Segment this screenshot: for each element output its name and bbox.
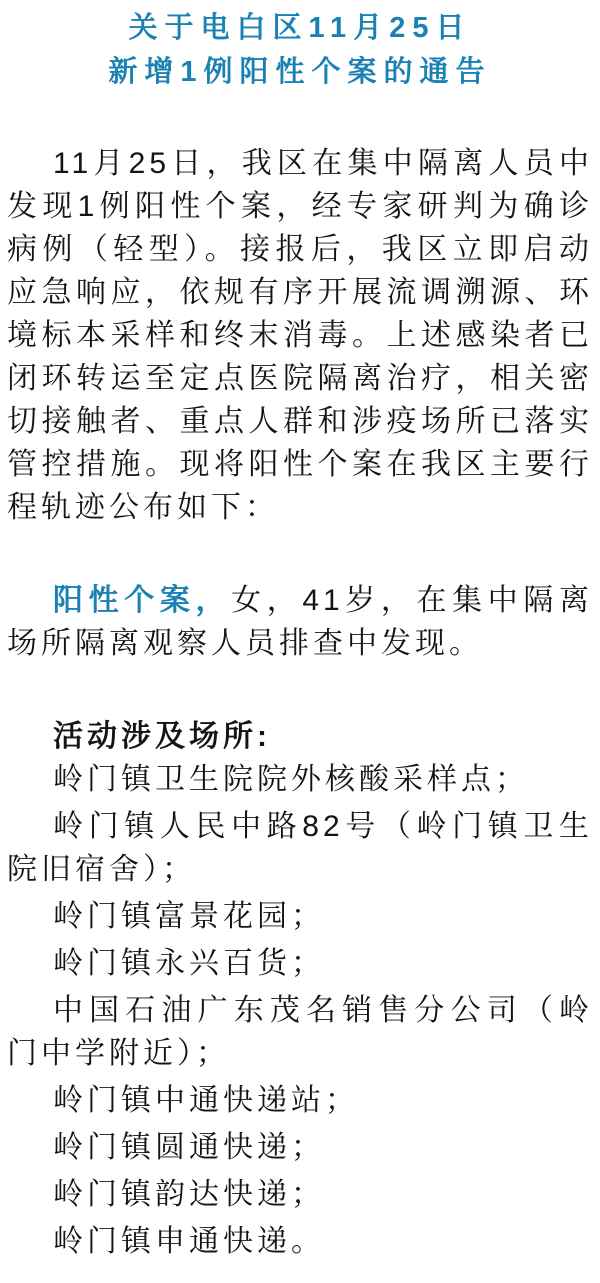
venues-list <box>7 758 593 1263</box>
venue-item: 岭门镇圆通快递； <box>53 1131 325 1164</box>
venue-item: 岭门镇中通快递站； <box>53 1084 359 1117</box>
venue-item: 岭门镇卫生院院外核酸采样点； <box>53 763 529 796</box>
venue-item: 岭门镇永兴百货； <box>53 947 325 980</box>
venue-item: 岭门镇人民中路82号（岭门镇卫生院旧宿舍）； <box>7 810 593 886</box>
notice-title-line2: 新增1例阳性个案的通告 <box>108 56 492 88</box>
case-label: 阳性个案， <box>53 584 232 617</box>
intro-paragraph: 11月25日，我区在集中隔离人员中发现1例阳性个案，经专家研判为确诊病例（轻型）。接报后，我区立即启动应急响应，依规有序开展流调溯源、环境标本采样和终末消毒。上述感染者已闭环转运至定点医院隔离治疗，相关密切接触者、重点人群和涉疫场所已落实管控措施。现将阳性个案在我区主要行程轨迹公布如下： <box>7 147 593 524</box>
venue-item: 岭门镇申通快递。 <box>53 1225 325 1258</box>
case-text: 女，41岁，在集中隔离场所隔离观察人员排查中发现。 <box>7 584 594 660</box>
notice-title <box>7 6 593 94</box>
notice-title-line1: 关于电白区11月25日 <box>128 12 472 44</box>
venue-item: 岭门镇富景花园； <box>53 900 325 933</box>
venue-item: 岭门镇韵达快递； <box>53 1178 325 1211</box>
case-paragraph <box>7 579 593 665</box>
venues-header: 活动涉及场所: <box>53 720 271 753</box>
venue-item: 中国石油广东茂名销售分公司（岭门中学附近）； <box>7 994 593 1070</box>
